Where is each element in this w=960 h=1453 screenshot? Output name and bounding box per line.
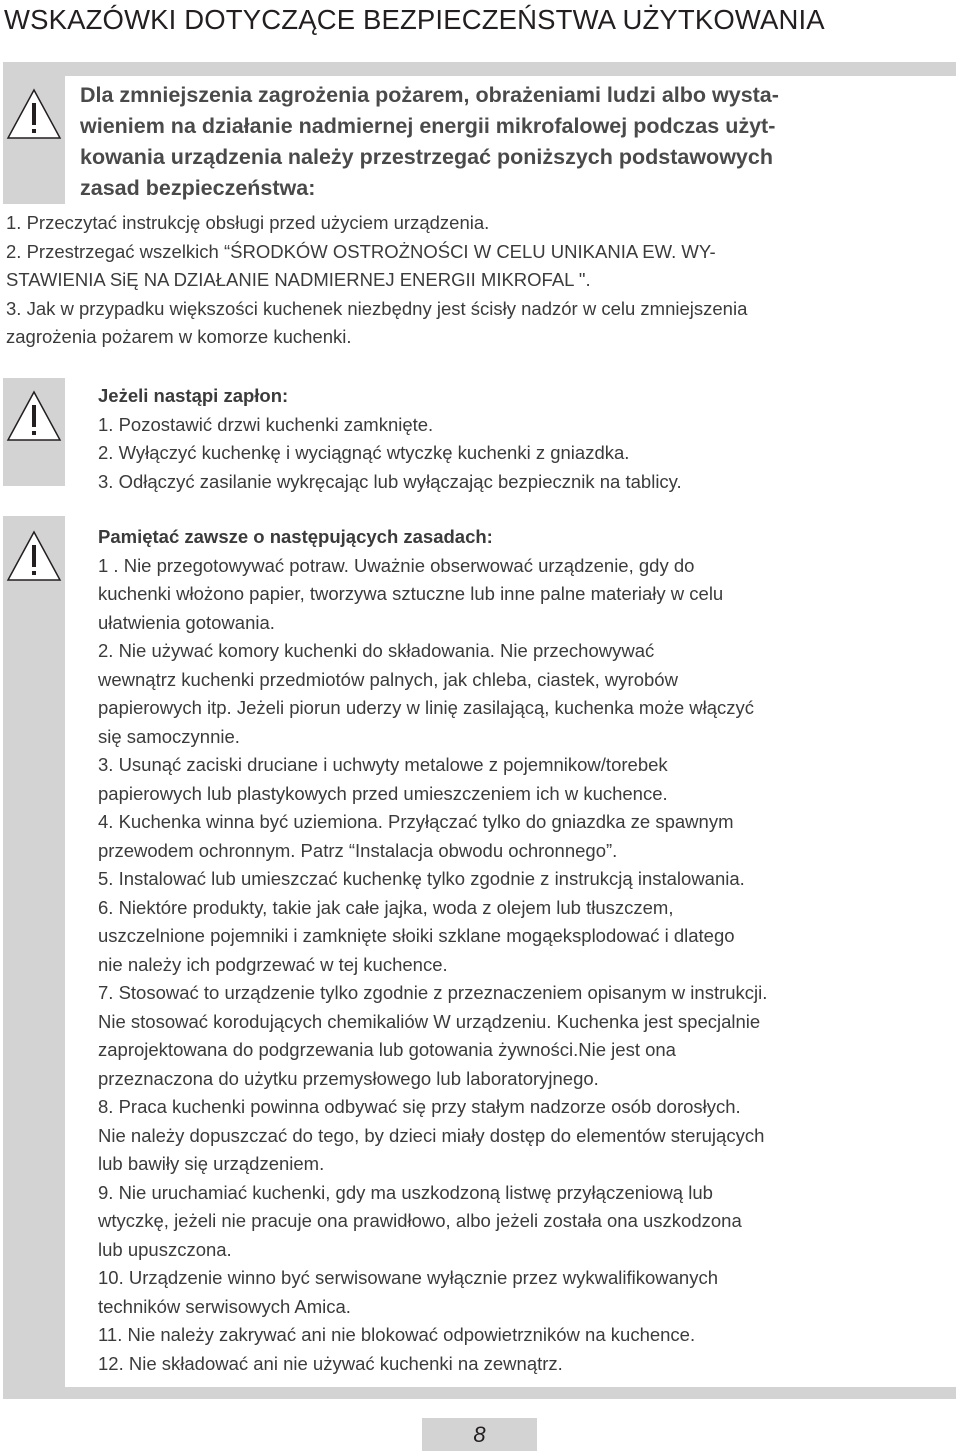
list-item: 6. Niektóre produkty, takie jak całe jajka, woda z olejem lub tłuszczem, (98, 896, 674, 918)
remember-section (98, 523, 953, 1378)
page-title: WSKAZÓWKI DOTYCZĄCE BEZPIECZEŃSTWA UŻYTKOWANIA (4, 4, 825, 35)
section-heading: Pamiętać zawsze o następujących zasadach: (98, 526, 493, 547)
list-item: 2. Przestrzegać wszelkich “ŚRODKÓW OSTROŻNOŚCI W CELU UNIKANIA EW. WY- (6, 240, 716, 262)
list-item: zaprojektowana do podgrzewania lub gotowania żywności.Nie jest ona (98, 1039, 676, 1060)
list-item: lub bawiły się urządzeniem. (98, 1153, 325, 1174)
list-item: 12. Nie składować ani nie używać kuchenki na zewnątrz. (98, 1352, 563, 1374)
list-item: 2. Nie używać komory kuchenki do składowania. Nie przechowywać (98, 640, 655, 661)
list-item: ułatwienia gotowania. (98, 611, 275, 633)
list-item: kuchenki włożono papier, tworzywa sztuczne lub inne palne materiały w celu (98, 583, 724, 604)
list-item: Nie stosować korodujących chemikaliów W urządzeniu. Kuchenka jest specjalnie (98, 1010, 761, 1032)
list-item: wewnątrz kuchenki przedmiotów palnych, jak chleba, ciastek, wyrobów (98, 668, 678, 690)
page-number: 8 (422, 1418, 537, 1451)
warning-sidebar (3, 378, 65, 486)
warning-sidebar (3, 76, 65, 204)
list-item: 5. Instalować lub umieszczać kuchenkę tylko zgodnie z instrukcją instalowania. (98, 868, 745, 889)
list-item: papierowych itp. Jeżeli piorun uderzy w linię zasilającą, kuchenka może włączyć (98, 697, 755, 718)
warning-triangle-icon (4, 528, 64, 586)
list-item: 7. Stosować to urządzenie tylko zgodnie z przeznaczeniem opisanym w instrukcji. (98, 982, 768, 1003)
basic-rules-list (6, 209, 956, 352)
list-item: 1. Pozostawić drzwi kuchenki zamknięte. (98, 413, 434, 435)
list-item: 11. Nie należy zakrywać ani nie blokować odpowietrzników na kuchence. (98, 1324, 696, 1345)
warning-triangle-icon (4, 86, 64, 144)
ignition-section (98, 382, 948, 496)
warning-sidebar (3, 516, 65, 1387)
section-heading: Jeżeli nastąpi zapłon: (98, 385, 289, 406)
list-item: 3. Usunąć zaciski druciane i uchwyty metalowe z pojemnikow/torebek (98, 754, 668, 775)
intro-line: kowania urządzenia należy przestrzegać poniższych podstawowych (80, 145, 773, 169)
list-item: 9. Nie uruchamiać kuchenki, gdy ma uszkodzoną listwę przyłączeniową lub (98, 1181, 713, 1203)
warning-triangle-icon (4, 388, 64, 446)
list-item: 4. Kuchenka winna być uziemiona. Przyłączać tylko do gniazdka ze spawnym (98, 811, 734, 832)
list-item: nie należy ich podgrzewać w tej kuchence. (98, 953, 448, 975)
intro-line: zasad bezpieczeństwa: (80, 176, 316, 200)
top-divider-band (3, 62, 956, 76)
list-item: 1. Przeczytać instrukcję obsługi przed użyciem urządzenia. (6, 212, 490, 233)
list-item: 3. Jak w przypadku większości kuchenek niezbędny jest ścisły nadzór w celu zmniejszenia (6, 297, 748, 319)
list-item: 1 . Nie przegotowywać potraw. Uważnie obserwować urządzenie, gdy do (98, 554, 695, 576)
list-item: lub upuszczona. (98, 1238, 232, 1260)
list-item: STAWIENIA SiĘ NA DZIAŁANIE NADMIERNEJ ENERGII MIKROFAL ". (6, 269, 591, 290)
list-item: 2. Wyłączyć kuchenkę i wyciągnąć wtyczkę kuchenki z gniazdka. (98, 442, 630, 463)
list-item: uszczelnione pojemniki i zamknięte słoiki szklane mogąeksplodować i dlatego (98, 925, 735, 946)
list-item: przeznaczona do użytku przemysłowego lub laboratoryjnego. (98, 1067, 599, 1089)
list-item: wtyczkę, jeżeli nie pracuje ona prawidłowo, albo jeżeli została ona uszkodzona (98, 1210, 742, 1231)
bottom-divider-band (3, 1387, 956, 1399)
list-item: 10. Urządzenie winno być serwisowane wyłącznie przez wykwalifikowanych (98, 1267, 719, 1288)
list-item: techników serwisowych Amica. (98, 1295, 351, 1317)
list-item: zagrożenia pożarem w komorze kuchenki. (6, 326, 352, 347)
intro-line: Dla zmniejszenia zagrożenia pożarem, obrażeniami ludzi albo wysta- (80, 83, 779, 107)
list-item: 3. Odłączyć zasilanie wykręcając lub wyłączając bezpiecznik na tablicy. (98, 470, 682, 492)
list-item: 8. Praca kuchenki powinna odbywać się przy stałym nadzorze osób dorosłych. (98, 1096, 741, 1117)
list-item: papierowych lub plastykowych przed umieszczeniem ich w kuchence. (98, 782, 668, 804)
list-item: przewodem ochronnym. Patrz “Instalacja obwodu ochronnego”. (98, 839, 618, 861)
list-item: Nie należy dopuszczać do tego, by dzieci miały dostęp do elementów sterujących (98, 1124, 765, 1146)
intro-warning-text (80, 80, 950, 204)
list-item: się samoczynnie. (98, 725, 240, 747)
intro-line: wieniem na działanie nadmiernej energii mikrofalowej podczas użyt- (80, 114, 776, 138)
